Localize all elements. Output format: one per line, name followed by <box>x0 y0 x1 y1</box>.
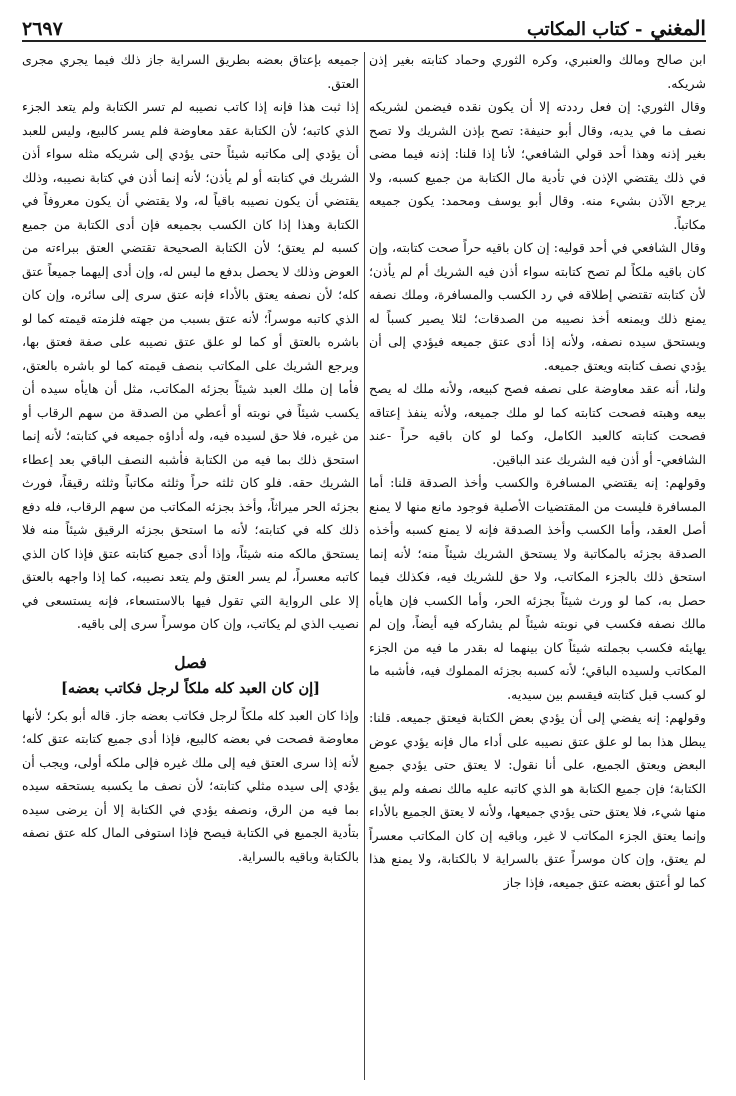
paragraph: وقولهم: إنه يقتضي المسافرة والكسب وأخذ الصدقة قلنا: أما المسافرة فليست من المقتضيات الأصلية فوجود مانع منها لا يمنع أصل العقد، وأما الكسب وأخذ الصدقة فإنه لا يمنع كسبه وأخذه الصدقة بجزئه بالمكاتبة ولا يستحق الشريك شيئاً منه؛ لأنه إنما استحق ذلك بالجزء المكاتب، ولا حق للشريك فيه، فكذلك فيما حصل به، كما لو ورث شيئاً بجزئه الحر، وأما الكسب فإن هايأه مالك نصفه فكسب في نوبته شيئاً لم يشاركه فيه أيضاً، وإن لم يهايئه فكسب بجملته شيئاً كان بينهما له بقدر ما فيه من الجزء المكاتب ولسيده الباقي؛ لأنه كسبه بجزئه المملوك فيه، فأشبه ما لو كسب قبل كتابته فيقسم بين سيديه. <box>369 475 706 702</box>
chapter-title: - كتاب المكاتب <box>526 19 643 40</box>
page-header <box>22 10 706 42</box>
left-column <box>22 48 359 1088</box>
paragraph: إذا ثبت هذا فإنه إذا كاتب نصيبه لم تسر الكتابة ولم يتعد الجزء الذي كاتبه؛ لأن الكتابة عقد معاوضة فلم يسر كالبيع، وليس للعبد أن يؤدي إلى مكاتبه شيئاً حتى يؤدي إلى شريكه مثله سواء أذن الشريك في كتابته أو لم يأذن؛ لأنه إنما أذن في كتابة نصيبه، وذلك يقتضي أن يكون نصيبه باقياً له، ولا يقتضي أن يكون معروفاً في الكتابة وهذا إذا كان الكسب بجميعه فإن أدى الكتابة من جميع كسبه لم يعتق؛ لأن الكتابة الصحيحة تقتضي العتق ببراءته من العوض وذلك لا يحصل بدفع ما ليس له، وإن أدى إليهما جميعاً عتق كله؛ لأن نصفه يعتق بالأداء فإنه عتق سرى إلى سائره، وإن كان الذي كاتبه موسراً؛ لأنه عتق بسبب من جهته فلزمته قيمته كما لو باشره بالعتق أو كما لو علق عتق نصيبه على صفة فعتق بها، ويرجع الشريك على المكاتب بنصف قيمته كما لو باشره بالعتق، فأما إن ملك العبد شيئاً بجزئه المكاتب، مثل أن هايأه سيده أن يكسب شيئاً في نوبته أو أعطي من الصدقة من سهم الرقاب أو من غيره، فلا حق لسيده فيه، وله أداؤه جميعه في كتابته؛ لأنه إنما استحق ذلك بما فيه من الكتابة فأشبه النصف الباقي بعد إعطاء الشريك حقه. فلو كان ثلثه حراً وثلثه مكاتباً وثلثه رقيقاً، فورث بجزئه الحر ميراثاً، وأخذ بجزئه المكاتب من سهم الرقاب، فله دفع ذلك كله في كتابته؛ لأنه ما استحق بجزئه الرقيق شيئاً منه فلا يستحق مالكه منه شيئاً، وإذا أدى جميع كتابته عتق فإذا كان الذي كاتبه معسراً، لم يسر العتق ولم يتعد نصيبه، كما إذا واجهه بالعتق إلا على الرواية التي تقول فيها بالاستسعاء، فإنه يستسعى في نصيب الذي لم يكاتب، وإن كان موسراً سرى إلى باقيه. <box>22 99 359 631</box>
two-column-body <box>22 48 706 1088</box>
column-divider <box>364 52 365 1080</box>
paragraph: جميعه بإعتاق بعضه بطريق السراية جاز ذلك فيما يجري مجرى العتق. <box>22 52 359 91</box>
paragraph: وقال الشافعي في أحد قوليه: إن كان باقيه حراً صحت كتابته، وإن كان باقيه ملكاً لم تصح كتابته سواء أذن فيه الشريك أم لم يأذن؛ لأن كتابته تقتضي إطلاقه في رد الكسب والمسافرة، وملك نصفه يمنع ذلك ويمنعه أخذ نصيبه من الصدقات؛ لئلا يصير كسباً له ويستحق سيده نصفه، ولأنه إذا أدى عتق جميعه فيؤدي إلى أن يؤدي نصف كتابته ويعتق جميعه. <box>369 240 706 373</box>
book-title: المغني <box>650 16 706 40</box>
paragraph: وإذا كان العبد كله ملكاً لرجل فكاتب بعضه جاز. قاله أبو بكر؛ لأنها معاوضة فصحت في بعضه كالبيع، فإذا أدى جميع كتابته عتق كله؛ لأنه إذا سرى العتق فيه إلى ملك غيره فإلى ملكه أولى، ويجب أن يؤدي إلى سيده مثلي كتابته؛ لأن نصف ما يكسبه يستحقه سيده بما فيه من الرق، ونصفه يؤدي في الكتابة إلا أن يرضى سيده بتأدية الجميع في الكتابة فيصح فإذا استوفى المال كله عتق نصفه بالكتابة وباقيه بالسراية. <box>22 707 359 864</box>
paragraph: ابن صالح ومالك والعنبري، وكره الثوري وحماد كتابته بغير إذن شريكه. <box>369 52 706 91</box>
section-subheading: [إن كان العبد كله ملكاً لرجل فكاتب بعضه] <box>61 679 320 697</box>
page-number: ٢٦٩٧ <box>22 18 63 40</box>
paragraph: وقولهم: إنه يفضي إلى أن يؤدي بعض الكتابة فيعتق جميعه. قلنا: يبطل هذا بما لو علق عتق نصيبه على أداء مال فإنه يؤدي عوض البعض ويعتق الجميع، على أنا نقول: لا يعتق حتى يؤدي جميع الكتابة؛ فإن جميع الكتابة هو الذي كاتبه عليه مالك نصفه ولم يبق منها شيء، فلا يعتق حتى يؤدي جميعها، ولأنه لا يعتق الجميع بالأداء وإنما يعتق الجزء المكاتب لا غير، وباقيه إن كان المكاتب معسراً لم يعتق، وإن كان موسراً عتق بالسراية لا بالكتابة، ولا يمنع هذا كما لو أعتق بعضه عتق جميعه، فإذا جاز <box>369 710 706 890</box>
running-title <box>527 16 706 40</box>
right-column <box>369 48 706 1088</box>
paragraph: ولنا، أنه عقد معاوضة على نصفه فصح كبيعه، ولأنه ملك له يصح بيعه وهبته فصحت كتابته كما لو ملك جميعه، ولأنه ينفذ إعتاقه فصحت كتابته كالعبد الكامل، وكما لو كان باقيه حراً -عند الشافعي- أو أذن فيه الشريك عند الباقين. <box>369 381 706 467</box>
section-heading: فصل <box>174 652 207 672</box>
paragraph: وقال الثوري: إن فعل رددته إلا أن يكون نقده فيضمن لشريكه نصف ما في يديه، وقال أبو حنيفة: تصح بإذن الشريك ولا تصح بغير إذنه وهذا أحد قولي الشافعي؛ لأنا إذا قلنا: إذنه فيما مضى في ذلك يقتضي الإذن في تأدية مال الكتابة من جميع كسبه، ولا يرجع الآذن بشيء منه. وقال أبو يوسف ومحمد: يكون جميعه مكاتباً. <box>369 99 706 232</box>
